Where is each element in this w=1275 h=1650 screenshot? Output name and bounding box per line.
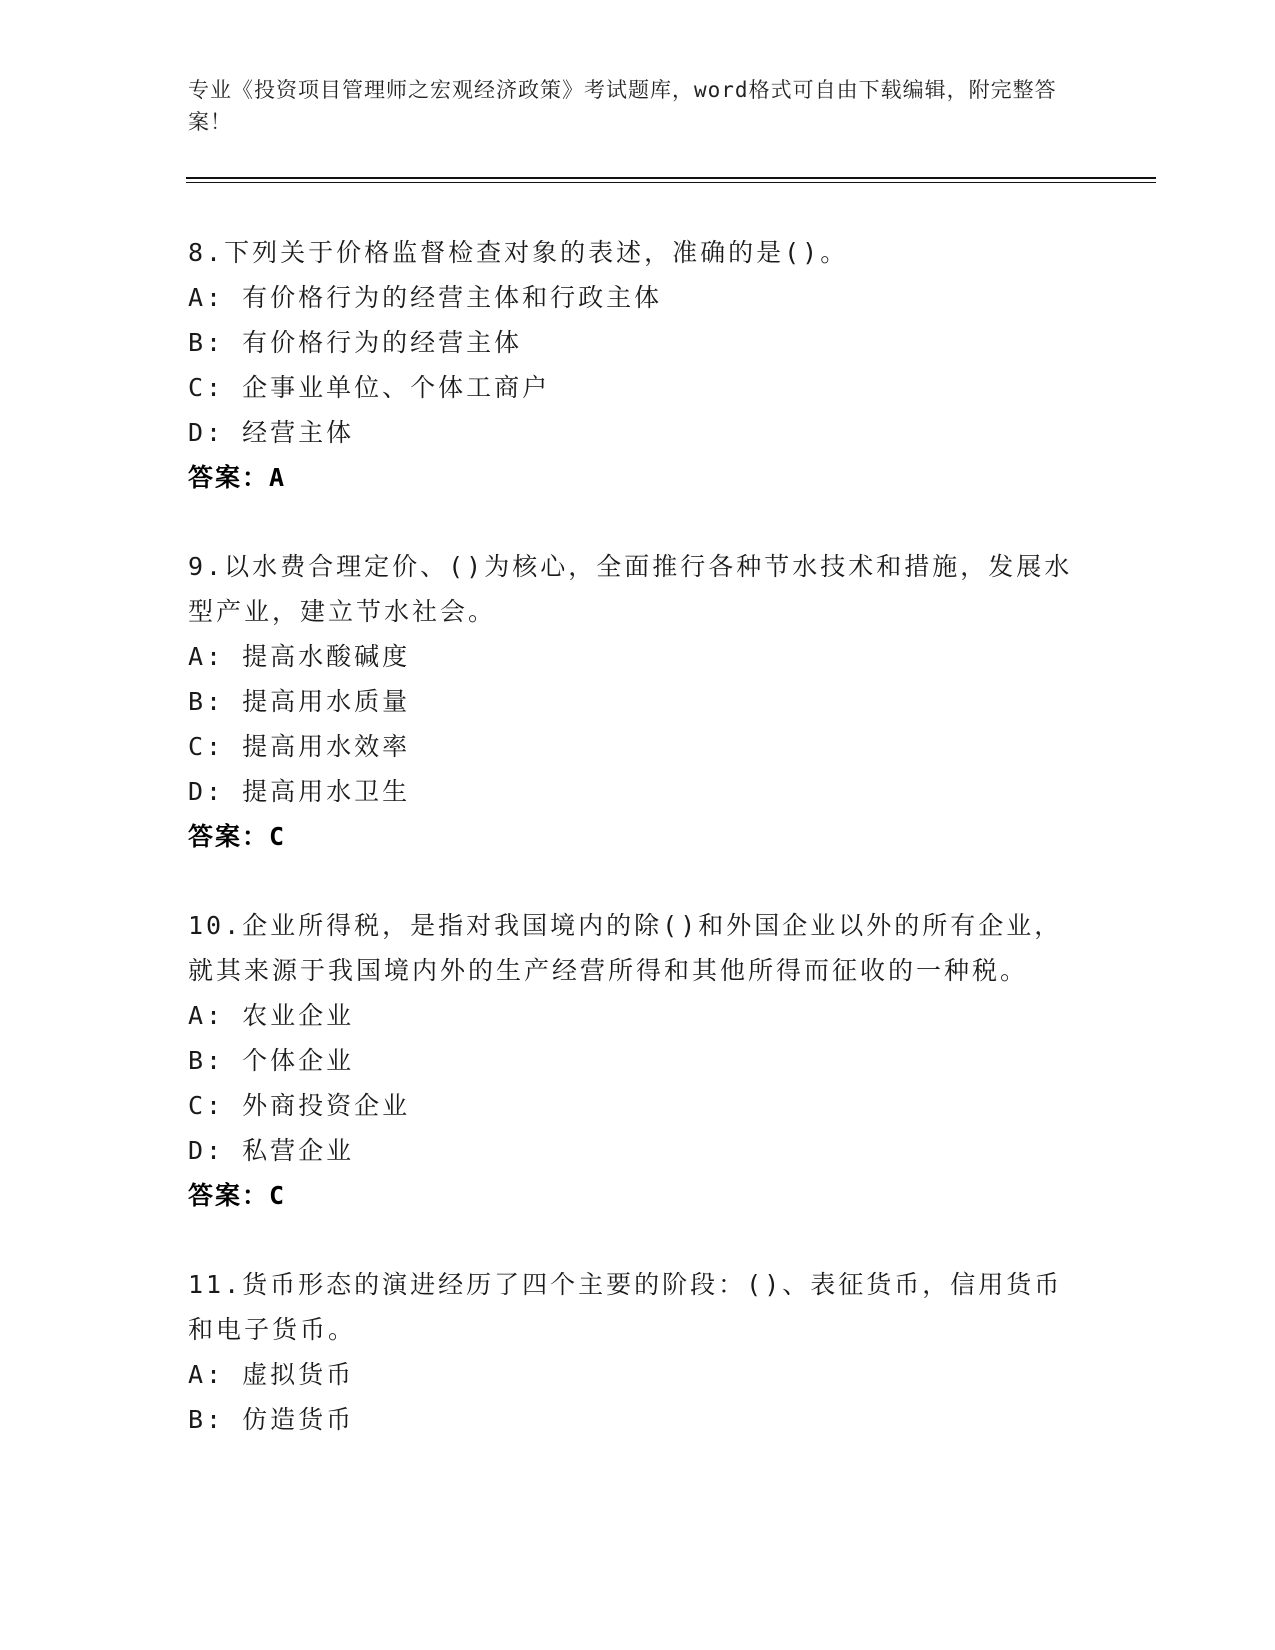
question-item [188,230,1088,500]
option-c: C: 外商投资企业 [188,1091,411,1120]
option-a: A: 农业企业 [188,1001,355,1030]
question-stem: 8.下列关于价格监督检查对象的表述，准确的是()。 [188,238,849,267]
header-divider-thin [186,182,1156,183]
question-item [188,544,1088,859]
option-d: D: 提高用水卫生 [188,777,411,806]
question-stem: 11.货币形态的演进经历了四个主要的阶段：()、表征货币，信用货币和电子货币。 [188,1270,1063,1344]
option-b: B: 个体企业 [188,1046,355,1075]
option-a: A: 有价格行为的经营主体和行政主体 [188,283,663,312]
option-c: C: 提高用水效率 [188,732,411,761]
option-d: D: 经营主体 [188,418,355,447]
option-b: B: 有价格行为的经营主体 [188,328,523,357]
option-b: B: 提高用水质量 [188,687,411,716]
document-header: 专业《投资项目管理师之宏观经济政策》考试题库，word格式可自由下载编辑，附完整答案！ [188,78,1057,134]
question-stem: 10.企业所得税，是指对我国境内的除()和外国企业以外的所有企业，就其来源于我国境内外的生产经营所得和其他所得而征收的一种税。 [188,911,1063,985]
question-stem: 9.以水费合理定价、()为核心，全面推行各种节水技术和措施，发展水型产业，建立节水社会。 [188,552,1073,626]
answer-line: 答案：C [188,822,287,851]
option-a: A: 提高水酸碱度 [188,642,411,671]
question-list [188,230,1088,1486]
option-d: D: 私营企业 [188,1136,355,1165]
question-item [188,1262,1088,1442]
option-a: A: 虚拟货币 [188,1360,355,1389]
question-item [188,903,1088,1218]
header-divider-thick [186,177,1156,179]
answer-line: 答案：A [188,463,287,492]
option-b: B: 仿造货币 [188,1405,355,1434]
answer-line: 答案：C [188,1181,287,1210]
option-c: C: 企事业单位、个体工商户 [188,373,551,402]
